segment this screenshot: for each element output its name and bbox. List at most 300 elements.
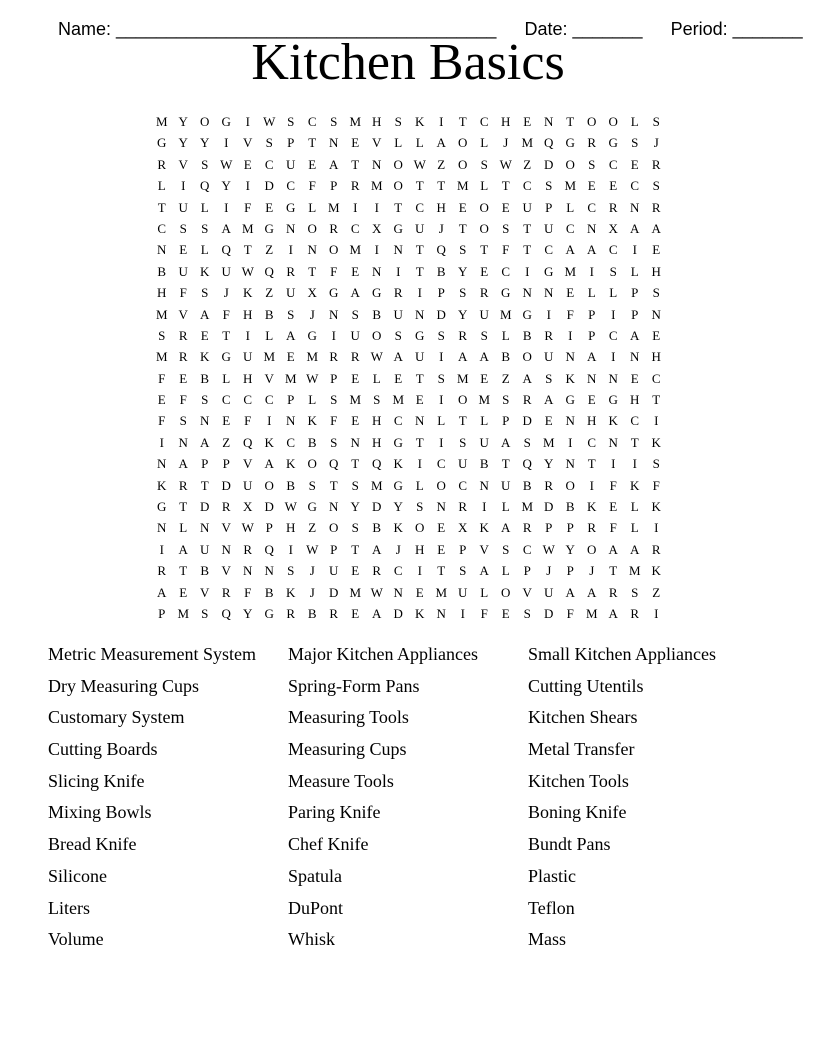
grid-letter: U <box>458 456 468 472</box>
grid-letter: N <box>286 220 296 236</box>
grid-letter: K <box>200 349 210 365</box>
grid-letter: D <box>372 499 382 515</box>
grid-letter: M <box>564 178 577 194</box>
grid-letter: I <box>611 306 616 322</box>
grid-letter: B <box>372 306 382 322</box>
grid-letter: G <box>264 220 274 236</box>
grid-letter: K <box>415 114 425 129</box>
grid-letter: A <box>221 220 231 236</box>
grid-letter: G <box>522 306 532 322</box>
grid-letter: C <box>286 434 296 450</box>
grid-letter: O <box>587 114 597 129</box>
grid-letter: L <box>415 477 424 493</box>
grid-letter: S <box>179 220 187 236</box>
grid-letter: S <box>545 178 553 194</box>
grid-letter: I <box>331 327 336 343</box>
grid-letter: C <box>479 114 489 129</box>
grid-letter: E <box>458 199 467 215</box>
grid-letter: R <box>157 563 167 579</box>
grid-letter: N <box>565 413 575 429</box>
grid-letter: N <box>221 541 231 557</box>
grid-letter: K <box>243 285 253 301</box>
grid-letter: T <box>415 178 424 194</box>
grid-letter: N <box>307 242 317 258</box>
grid-letter: R <box>221 584 231 600</box>
grid-letter: M <box>478 392 491 408</box>
grid-letter: R <box>221 499 231 515</box>
grid-letter: S <box>437 327 445 343</box>
grid-letter: G <box>393 434 403 450</box>
grid-letter: K <box>651 499 661 515</box>
grid-letter: T <box>652 392 661 408</box>
grid-letter: L <box>265 327 274 343</box>
grid-letter: T <box>458 413 467 429</box>
grid-letter: E <box>351 605 360 621</box>
grid-letter: Y <box>565 541 575 557</box>
word-bank <box>48 641 768 958</box>
word-bank-item: Dry Measuring Cups <box>48 675 199 696</box>
grid-letter: M <box>155 114 168 129</box>
grid-letter: S <box>459 242 467 258</box>
grid-letter: R <box>157 156 167 172</box>
grid-letter: C <box>651 370 661 386</box>
grid-letter: E <box>308 156 317 172</box>
grid-letter: G <box>329 285 339 301</box>
grid-letter: L <box>630 263 639 279</box>
grid-letter: I <box>245 178 250 194</box>
grid-letter: D <box>200 499 210 515</box>
grid-letter: I <box>417 456 422 472</box>
grid-letter: A <box>436 135 446 151</box>
grid-letter: P <box>330 370 338 386</box>
grid-letter: L <box>179 520 188 536</box>
grid-letter: S <box>652 178 660 194</box>
grid-letter: R <box>458 499 468 515</box>
grid-letter: P <box>287 135 295 151</box>
grid-letter: L <box>480 584 489 600</box>
grid-letter: A <box>157 584 167 600</box>
grid-letter: H <box>372 434 382 450</box>
grid-letter: C <box>522 541 532 557</box>
grid-letter: F <box>330 263 338 279</box>
grid-letter: V <box>264 370 274 386</box>
grid-letter: A <box>286 327 296 343</box>
grid-letter: E <box>437 520 446 536</box>
grid-letter: K <box>264 434 274 450</box>
grid-letter: V <box>200 584 210 600</box>
grid-letter: I <box>439 114 444 129</box>
grid-letter: Y <box>458 263 468 279</box>
grid-letter: A <box>565 584 575 600</box>
grid-letter: H <box>630 392 640 408</box>
grid-letter: I <box>374 199 379 215</box>
grid-letter: T <box>329 477 338 493</box>
grid-letter: S <box>201 156 209 172</box>
grid-letter: A <box>200 434 210 450</box>
grid-letter: O <box>479 220 489 236</box>
grid-letter: I <box>568 434 573 450</box>
grid-letter: I <box>396 263 401 279</box>
grid-letter: E <box>415 392 424 408</box>
grid-letter: I <box>267 413 272 429</box>
grid-letter: U <box>544 349 554 365</box>
grid-letter: R <box>587 135 597 151</box>
grid-letter: K <box>651 563 661 579</box>
grid-letter: M <box>564 263 577 279</box>
grid-letter: T <box>179 563 188 579</box>
grid-letter: A <box>393 349 403 365</box>
grid-letter: R <box>286 605 296 621</box>
grid-letter: P <box>631 285 639 301</box>
grid-letter: S <box>545 370 553 386</box>
grid-letter: T <box>458 114 467 129</box>
word-bank-item: Silicone <box>48 865 107 886</box>
grid-letter: E <box>351 263 360 279</box>
date-field-label: Date: _______ <box>524 19 643 39</box>
grid-letter: G <box>415 327 425 343</box>
grid-letter: G <box>393 477 403 493</box>
grid-letter: P <box>437 285 445 301</box>
grid-letter: P <box>566 563 574 579</box>
grid-letter: H <box>651 263 661 279</box>
grid-letter: C <box>221 392 231 408</box>
grid-letter: R <box>286 263 296 279</box>
grid-letter: I <box>353 199 358 215</box>
grid-letter: O <box>458 156 468 172</box>
word-bank-item: Mixing Bowls <box>48 802 152 823</box>
grid-letter: O <box>565 477 575 493</box>
grid-letter: E <box>394 370 403 386</box>
grid-letter: C <box>264 392 274 408</box>
grid-letter: K <box>565 370 575 386</box>
grid-letter: I <box>159 541 164 557</box>
grid-letter: G <box>501 285 511 301</box>
grid-letter: N <box>544 285 554 301</box>
grid-letter: F <box>222 306 230 322</box>
word-bank-item: Teflon <box>528 897 575 918</box>
grid-letter: T <box>179 499 188 515</box>
grid-letter: E <box>179 242 188 258</box>
grid-letter: G <box>307 499 317 515</box>
grid-letter: Q <box>264 263 274 279</box>
grid-letter: E <box>501 605 510 621</box>
grid-letter: U <box>544 220 554 236</box>
grid-letter: E <box>609 178 618 194</box>
grid-letter: J <box>438 220 444 236</box>
grid-letter: N <box>415 413 425 429</box>
grid-letter: E <box>243 156 252 172</box>
grid-letter: C <box>157 220 167 236</box>
grid-letter: M <box>263 349 276 365</box>
grid-letter: K <box>479 520 489 536</box>
grid-letter: K <box>307 413 317 429</box>
grid-letter: A <box>630 541 640 557</box>
grid-letter: H <box>157 285 167 301</box>
grid-letter: S <box>373 392 381 408</box>
grid-letter: I <box>654 605 659 621</box>
grid-letter: M <box>349 584 362 600</box>
grid-letter: H <box>587 413 597 429</box>
grid-letter: K <box>608 413 618 429</box>
grid-letter: D <box>221 477 231 493</box>
grid-letter: A <box>587 349 597 365</box>
grid-letter: M <box>456 370 469 386</box>
grid-letter: I <box>374 242 379 258</box>
grid-letter: Z <box>265 285 274 301</box>
grid-letter: A <box>587 584 597 600</box>
grid-letter: A <box>350 285 360 301</box>
grid-letter: P <box>523 563 531 579</box>
word-bank-item: Whisk <box>288 929 335 950</box>
grid-letter: Q <box>221 605 231 621</box>
grid-letter: O <box>415 520 425 536</box>
grid-letter: F <box>502 242 510 258</box>
name-field-label: Name: ______________________________________ <box>58 19 497 39</box>
word-bank-item: Metric Measurement System <box>48 644 256 664</box>
grid-letter: A <box>178 456 188 472</box>
grid-letter: B <box>200 370 210 386</box>
grid-letter: S <box>287 114 295 129</box>
grid-letter: I <box>654 520 659 536</box>
grid-letter: I <box>417 563 422 579</box>
grid-letter: S <box>631 584 639 600</box>
grid-letter: A <box>329 156 339 172</box>
grid-letter: N <box>372 156 382 172</box>
grid-letter: L <box>630 114 639 129</box>
grid-letter: T <box>458 220 467 236</box>
grid-letter: A <box>608 541 618 557</box>
grid-letter: U <box>501 477 511 493</box>
grid-letter: N <box>157 520 167 536</box>
grid-letter: U <box>200 541 210 557</box>
grid-letter: F <box>244 199 252 215</box>
grid-letter: R <box>608 199 618 215</box>
grid-letter: F <box>609 520 617 536</box>
grid-letter: U <box>522 199 532 215</box>
grid-letter: E <box>566 285 575 301</box>
grid-letter: R <box>178 349 188 365</box>
grid-letter: F <box>566 306 574 322</box>
grid-letter: B <box>307 434 317 450</box>
word-bank-item: Spatula <box>288 865 342 886</box>
grid-letter: N <box>587 370 597 386</box>
grid-letter: O <box>393 178 403 194</box>
grid-letter: I <box>546 306 551 322</box>
grid-letter: C <box>608 156 618 172</box>
grid-letter: S <box>330 392 338 408</box>
grid-letter: R <box>651 199 661 215</box>
grid-letter: T <box>523 220 532 236</box>
grid-letter: T <box>480 242 489 258</box>
grid-letter: S <box>308 477 316 493</box>
grid-letter: A <box>630 327 640 343</box>
grid-letter: Z <box>652 584 661 600</box>
word-bank-item: Measure Tools <box>288 770 394 791</box>
grid-letter: M <box>349 242 362 258</box>
grid-letter: P <box>459 541 467 557</box>
grid-letter: G <box>307 327 317 343</box>
word-bank-item: Spring-Form Pans <box>288 675 420 696</box>
grid-letter: A <box>479 563 489 579</box>
grid-letter: R <box>329 220 339 236</box>
grid-letter: K <box>286 584 296 600</box>
grid-letter: S <box>330 114 338 129</box>
grid-letter: O <box>587 541 597 557</box>
grid-letter: O <box>329 242 339 258</box>
grid-letter: N <box>329 499 339 515</box>
grid-letter: O <box>372 327 382 343</box>
grid-letter: C <box>458 477 468 493</box>
grid-letter: S <box>394 327 402 343</box>
grid-letter: C <box>350 220 360 236</box>
grid-letter: E <box>265 199 274 215</box>
grid-letter: K <box>587 499 597 515</box>
grid-letter: X <box>307 285 317 301</box>
grid-letter: C <box>264 156 274 172</box>
grid-letter: S <box>201 605 209 621</box>
grid-letter: D <box>436 306 446 322</box>
grid-letter: P <box>631 306 639 322</box>
grid-letter: P <box>588 327 596 343</box>
grid-letter: G <box>221 349 231 365</box>
grid-letter: F <box>244 413 252 429</box>
grid-letter: O <box>458 135 468 151</box>
grid-letter: V <box>243 456 253 472</box>
page-title: Kitchen Basics <box>251 34 565 91</box>
grid-letter: S <box>502 392 510 408</box>
grid-letter: T <box>351 456 360 472</box>
grid-letter: S <box>351 306 359 322</box>
grid-letter: M <box>542 434 555 450</box>
grid-letter: R <box>651 541 661 557</box>
grid-letter: U <box>286 156 296 172</box>
grid-letter: X <box>372 220 382 236</box>
word-bank-item: Small Kitchen Appliances <box>528 644 716 664</box>
grid-letter: E <box>437 541 446 557</box>
grid-letter: P <box>588 306 596 322</box>
grid-letter: G <box>221 114 231 129</box>
grid-letter: I <box>439 349 444 365</box>
grid-letter: Z <box>265 242 274 258</box>
grid-letter: M <box>499 306 512 322</box>
grid-letter: I <box>611 456 616 472</box>
grid-letter: P <box>330 178 338 194</box>
grid-letter: R <box>350 178 360 194</box>
grid-letter: K <box>415 605 425 621</box>
grid-letter: N <box>608 434 618 450</box>
grid-letter: M <box>155 306 168 322</box>
grid-letter: S <box>287 306 295 322</box>
grid-letter: L <box>630 520 639 536</box>
grid-letter: A <box>178 541 188 557</box>
grid-letter: R <box>458 327 468 343</box>
grid-letter: T <box>415 370 424 386</box>
grid-letter: S <box>502 541 510 557</box>
grid-letter: T <box>437 178 446 194</box>
period-field-label: Period: _______ <box>670 19 803 39</box>
grid-letter: X <box>608 220 618 236</box>
grid-letter: N <box>565 349 575 365</box>
grid-letter: X <box>243 499 253 515</box>
grid-letter: S <box>459 434 467 450</box>
grid-letter: N <box>350 434 360 450</box>
grid-letter: C <box>608 242 618 258</box>
grid-letter: W <box>542 541 555 557</box>
grid-letter: S <box>287 563 295 579</box>
grid-letter: T <box>308 263 317 279</box>
grid-letter: I <box>632 242 637 258</box>
grid-letter: R <box>350 349 360 365</box>
grid-letter: E <box>222 413 231 429</box>
word-bank-item: Measuring Tools <box>288 707 409 728</box>
word-bank-item: Plastic <box>528 865 576 886</box>
grid-letter: N <box>329 135 339 151</box>
grid-letter: M <box>370 477 383 493</box>
grid-letter: F <box>308 178 316 194</box>
grid-letter: G <box>286 199 296 215</box>
grid-letter: O <box>565 156 575 172</box>
grid-letter: Q <box>200 178 210 194</box>
grid-letter: A <box>544 392 554 408</box>
grid-letter: I <box>439 392 444 408</box>
grid-letter: Z <box>501 370 510 386</box>
grid-letter: A <box>565 242 575 258</box>
grid-letter: H <box>243 306 253 322</box>
grid-letter: L <box>415 135 424 151</box>
grid-letter: U <box>415 349 425 365</box>
grid-letter: E <box>351 370 360 386</box>
grid-letter: J <box>309 306 315 322</box>
grid-letter: T <box>501 456 510 472</box>
grid-letter: T <box>415 434 424 450</box>
grid-letter: E <box>501 199 510 215</box>
grid-letter: N <box>329 306 339 322</box>
grid-letter: F <box>566 605 574 621</box>
grid-letter: N <box>243 563 253 579</box>
grid-letter: I <box>632 456 637 472</box>
grid-letter: F <box>158 370 166 386</box>
grid-letter: P <box>330 541 338 557</box>
grid-letter: C <box>415 199 425 215</box>
grid-letter: S <box>480 327 488 343</box>
grid-letter: N <box>372 263 382 279</box>
grid-letter: Y <box>544 456 554 472</box>
grid-letter: N <box>436 499 446 515</box>
grid-letter: K <box>651 434 661 450</box>
grid-letter: L <box>308 392 317 408</box>
grid-letter: A <box>372 605 382 621</box>
grid-letter: I <box>460 605 465 621</box>
grid-letter: O <box>307 456 317 472</box>
word-bank-item: Paring Knife <box>288 802 381 823</box>
grid-letter: U <box>286 285 296 301</box>
grid-letter: K <box>200 263 210 279</box>
grid-letter: D <box>544 605 554 621</box>
grid-letter: K <box>630 477 640 493</box>
grid-letter: N <box>565 456 575 472</box>
grid-letter: S <box>652 285 660 301</box>
grid-letter: Y <box>393 499 403 515</box>
grid-letter: P <box>265 520 273 536</box>
grid-letter: C <box>587 199 597 215</box>
grid-letter: M <box>241 220 254 236</box>
grid-letter: K <box>286 456 296 472</box>
grid-letter: H <box>415 541 425 557</box>
grid-letter: I <box>224 199 229 215</box>
grid-letter: L <box>501 327 510 343</box>
grid-letter: Z <box>523 156 532 172</box>
grid-letter: R <box>178 477 188 493</box>
